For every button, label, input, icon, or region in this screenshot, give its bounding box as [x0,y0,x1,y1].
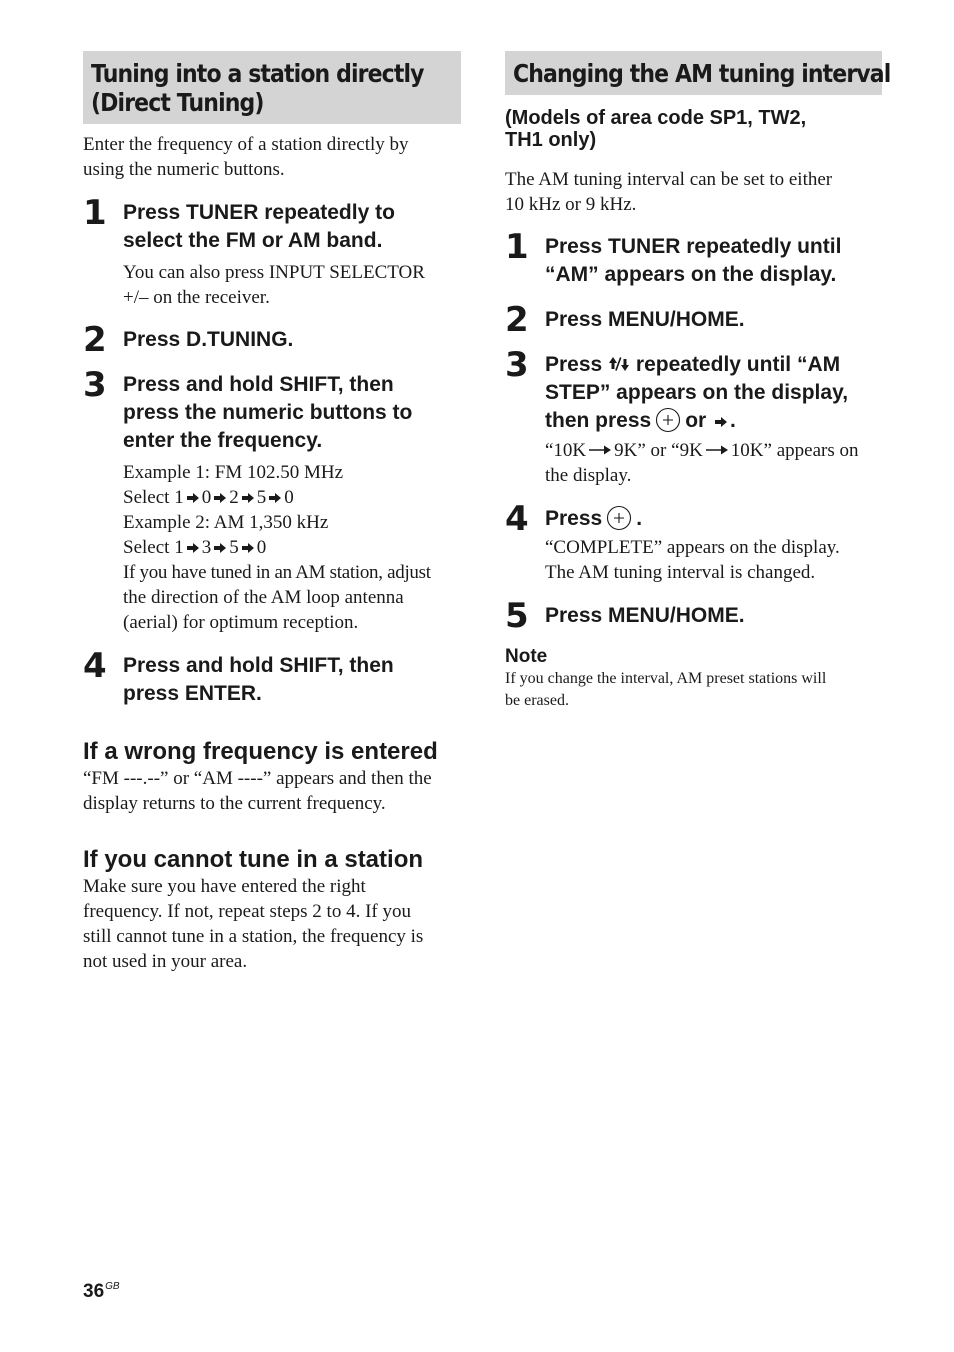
step-title: Press repeatedly until “AM STEP” appears on the display, then press or . [545,353,849,432]
right-arrow-icon [186,542,200,554]
step-title: Press . [545,507,643,530]
step-body: “COMPLETE” appears on the display. The AM tuning interval is changed. [545,537,840,583]
example-2: Example 2: AM 1,350 kHz [123,512,329,533]
step-body: “10K 9K” or “9K 10K” appears on the display. [545,440,859,486]
step-number: 1 [505,227,529,267]
section-heading-direct-tuning: Tuning into a station directly (Direct Tuning) [83,51,461,124]
step-number: 3 [505,345,529,385]
step-title: Press D.TUNING. [123,328,294,351]
long-right-arrow-icon [706,445,728,455]
models-note: (Models of area code SP1, TW2, TH1 only) [505,107,807,151]
step-title: Press MENU/HOME. [545,308,745,331]
am-step-3 [505,345,882,488]
page-number: $36^{GB}$ [83,1281,120,1302]
wrong-frequency-text: “FM ---.--” or “AM ----” appears and then the display returns to the current frequency. [83,768,432,814]
direct-step-2 [83,320,461,360]
am-antenna-note: If you have tuned in an AM station, adjust the direction of the AM loop antenna (aerial) for optimum reception. [123,562,431,633]
right-column [505,51,891,712]
step-title: Press and hold SHIFT, then press ENTER. [123,654,394,705]
wrong-frequency-heading: If a wrong frequency is entered [83,738,438,765]
section-heading-am-interval: Changing the AM tuning interval [505,51,882,95]
cannot-tune-text: Make sure you have entered the right frequency. If not, repeat steps 2 to 4. If you still cannot tune in a station, the frequency is not used in your area. [83,876,424,972]
step-title: Press MENU/HOME. [545,604,745,627]
direct-step-3 [83,365,461,635]
step-number: 1 [83,193,107,233]
step-number: 4 [505,499,529,539]
am-interval-intro: The AM tuning interval can be set to either 10 kHz or 9 kHz. [505,169,833,215]
example-1: Example 1: FM 102.50 MHz [123,462,344,483]
am-step-4 [505,499,882,585]
step-number: 3 [83,365,107,405]
select-sequence-1: Select 1 0 2 5 0 [123,487,294,508]
step-number: 2 [83,320,107,360]
right-arrow-icon [213,542,227,554]
left-column [83,51,461,974]
step-body [123,460,461,635]
direct-step-4 [83,646,461,708]
enter-plus-icon [606,505,632,531]
step-title: Press TUNER repeatedly until “AM” appears on the display. [545,235,842,286]
step-number: 4 [83,646,107,686]
right-arrow-icon [241,542,255,554]
note-heading: Note [505,646,548,667]
right-arrow-icon [213,492,227,504]
right-arrow-icon [241,492,255,504]
am-step-2 [505,300,882,340]
cannot-tune-heading: If you cannot tune in a station [83,846,424,873]
right-arrow-icon [714,416,728,428]
am-step-5 [505,596,882,636]
direct-tuning-intro: Enter the frequency of a station directly by using the numeric buttons. [83,134,409,180]
up-down-arrow-icon [608,356,630,372]
enter-plus-icon [655,407,681,433]
am-step-1 [505,227,882,289]
note-text: If you change the interval, AM preset stations will be erased. [505,670,827,709]
step-title: Press TUNER repeatedly to select the FM or AM band. [123,201,395,252]
long-right-arrow-icon [589,445,611,455]
step-number: 5 [505,596,529,636]
right-arrow-icon [268,492,282,504]
right-arrow-icon [186,492,200,504]
step-number: 2 [505,300,529,340]
step-body: You can also press INPUT SELECTOR +/– on the receiver. [123,262,425,308]
select-sequence-2: Select 1 3 5 0 [123,537,267,558]
direct-step-1 [83,193,461,310]
step-title: Press and hold SHIFT, then press the numeric buttons to enter the frequency. [123,373,413,452]
